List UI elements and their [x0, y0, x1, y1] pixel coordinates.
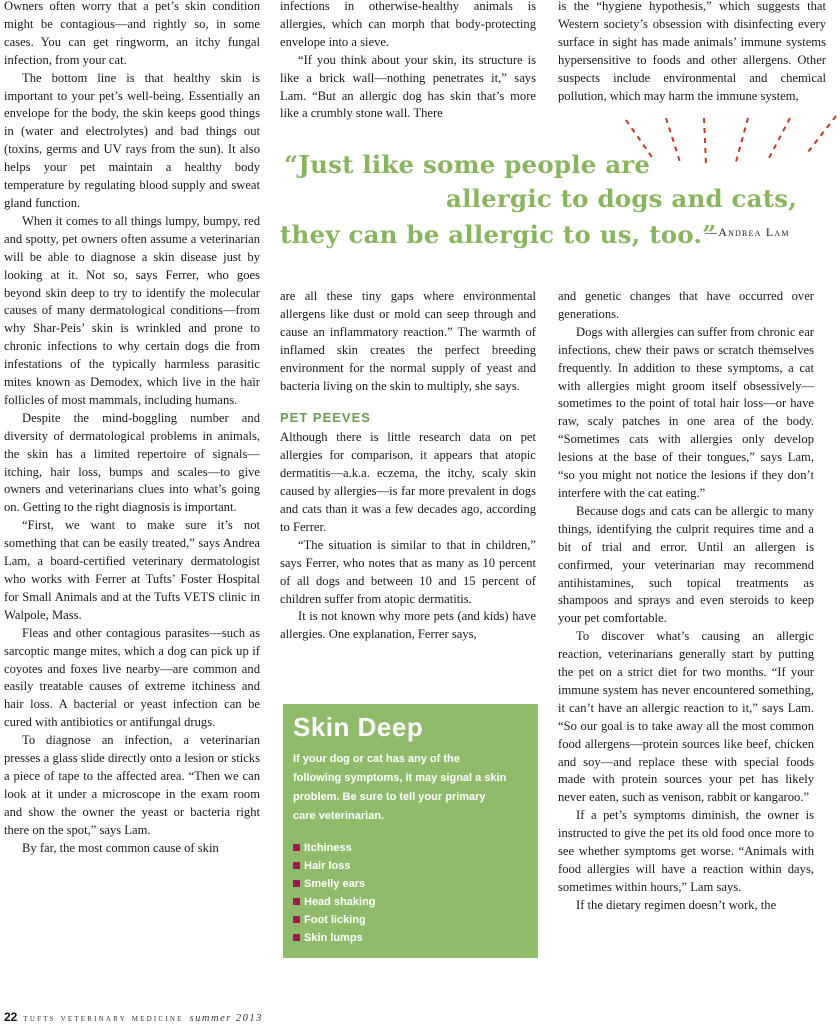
symptom-label: Itchiness — [304, 842, 352, 854]
symptom-item — [293, 911, 376, 929]
issue-label: summer 2013 — [189, 1013, 263, 1024]
article-column-1 — [4, 0, 260, 858]
symptom-item — [293, 857, 376, 875]
article-column-2 — [280, 288, 536, 644]
paragraph: Owners often worry that a pet’s skin condition might be contagious—and rightly so, in some cases. You can get ringworm, an itchy fungal infection, from your cat. — [4, 0, 260, 67]
square-bullet-icon — [293, 916, 300, 923]
paragraph: Dogs with allergies can suffer from chronic ear infections, chew their paws or scratch themselves frequently. In addition to these symptoms, a cat with allergies might groom itself obsessively—sometimes to the point of total hair loss—or have raw, scaly patches in one area of the body. “Sometimes cats with allergies only develop lesions at the base of their tongues,” says Lam, “so you might not notice the lesions if they don’t interfere with the cat eating.” — [558, 324, 814, 500]
paragraph: Although there is little research data on pet allergies for comparison, it appears that atopic dermatitis—a.k.a. eczema, the itchy, scaly skin caused by allergies—is far more prevalent in dogs and cats than it was a few decades ago, according to Ferrer. — [280, 430, 536, 534]
paragraph: To discover what’s causing an allergic reaction, veterinarians generally start by putting the pet on a strict diet for two months. “If your immune system has never encountered something, it can’t have an allergic reaction to it,” says Lam. “So our goal is to take away all the most common food allergens—protein sources like beef, chicken and soy—and replace these with special foods made with protein sources your pet has likely never eaten, such as venison, rabbit or kangaroo.” — [558, 629, 814, 805]
square-bullet-icon — [293, 844, 300, 851]
page-footer — [4, 1010, 263, 1024]
paragraph: It is not known why more pets (and kids) have allergies. One explanation, Ferrer says, — [280, 609, 536, 642]
symptom-item — [293, 929, 376, 947]
symptom-label: Hair loss — [304, 860, 351, 872]
paragraph: is the “hygiene hypothesis,” which suggests that Western society’s obsession with disinfecting every surface in sight has made animals’ immune systems hypersensitive to foods and other allergens. Other suspects include environmental and chemical pollution, which may harm the immune system, — [558, 0, 826, 103]
square-bullet-icon — [293, 880, 300, 887]
paragraph: If a pet’s symptoms diminish, the owner is instructed to give the pet its old food once more to see whether symptoms get worse. “Animals with food allergies will have a reaction within days, sometimes within hours,” Lam says. — [558, 808, 814, 894]
paragraph: Fleas and other contagious parasites—such as sarcoptic mange mites, which a dog can pick up if coyotes and foxes live nearby—are common and easily treatable causes of extreme itchiness and hair loss. A bacterial or yeast infection can be cured with antibiotics or antifungal drugs. — [4, 625, 260, 730]
pull-quote — [280, 142, 836, 262]
paragraph: infections in otherwise-healthy animals is allergies, which can morph that body-protecting envelope into a sieve. — [280, 0, 536, 49]
pull-quote-line: they can be allergic to us, too.” — [280, 220, 717, 249]
paragraph: To diagnose an infection, a veterinarian presses a glass slide directly onto a lesion or sticks a piece of tape to the affected area. “Then we can look at it under a microscope in the exam room and show the owner the yeast or bacteria right there on the spot,” says Lam. — [4, 733, 260, 837]
symptom-label: Foot licking — [304, 914, 366, 926]
paragraph: If the dietary regimen doesn’t work, the — [576, 897, 777, 912]
paragraph: are all these tiny gaps where environmental allergens like dust or mold can seep through and cause an inflammatory reaction.” The warmth of inflamed skin creates the perfect breeding environment for the normal supply of yeast and bacteria living on the skin to multiply, she says. — [280, 289, 536, 393]
page-number: 22 — [4, 1010, 18, 1024]
skin-deep-sidebar — [283, 704, 538, 958]
symptom-label: Head shaking — [304, 896, 376, 908]
paragraph: “The situation is similar to that in children,” says Ferrer, who notes that as many as 10 percent of all dogs and between 10 and 15 percent of children suffer from atopic dermatitis. — [280, 537, 536, 606]
symptom-item — [293, 839, 376, 857]
section-heading: PET PEEVES — [280, 410, 371, 426]
article-column-3-top — [558, 0, 826, 105]
symptom-label: Skin lumps — [304, 932, 363, 944]
pull-quote-attribution: —Andrea Lam — [705, 225, 790, 239]
article-column-2-top — [280, 0, 536, 123]
article-column-3 — [558, 288, 814, 915]
sidebar-intro: If your dog or cat has any of the following symptoms, it may signal a skin problem. Be sure to tell your primary care veterinarian. — [293, 753, 507, 822]
paragraph: “If you think about your skin, its structure is like a brick wall—nothing penetrates it,” says Lam. “But an allergic dog has skin that’s more like a crumbly stone wall. There — [280, 52, 536, 121]
paragraph: and genetic changes that have occurred over generations. — [558, 289, 814, 321]
symptom-item — [293, 893, 376, 911]
paragraph: When it comes to all things lumpy, bumpy, red and spotty, pet owners often assume a veterinarian will be able to diagnose a skin disease just by looking at it. Not so, says Ferrer, who goes beyond skin deep to try to identify the molecular causes of many dermatological conditions—from why Shar-Peis’ skin is wrinkled and prone to chronic infections to why certain dogs die from infestations of the typically harmless parasitic mites known as Demodex, which live in the hair follicles of most mammals, including humans. — [4, 213, 260, 407]
sidebar-title: Skin Deep — [293, 712, 424, 742]
square-bullet-icon — [293, 898, 300, 905]
symptom-label: Smelly ears — [304, 878, 366, 890]
symptom-list — [293, 839, 376, 947]
paragraph: By far, the most common cause of skin — [22, 840, 219, 855]
pull-quote-line: “Just like some people are — [284, 150, 651, 179]
paragraph: The bottom line is that healthy skin is important to your pet’s well-being. Essentially an envelope for the body, the skin keeps good things in (water and electrolytes) and bad things out (toxins, germs and UV rays from the sun). It also helps your pet maintain a healthy body temperature by regulating blood supply and sweat gland function. — [4, 70, 260, 210]
pull-quote-line: allergic to dogs and cats, — [446, 184, 797, 213]
paragraph: Because dogs and cats can be allergic to many things, identifying the culprit requires time and a bit of trial and error. Until an allergen is confirmed, your veterinarian may recommend antihistamines, such topical treatments as shampoos and sprays and even steroids to keep your pet comfortable. — [558, 503, 814, 626]
paragraph: Despite the mind-boggling number and diversity of dermatological problems in animals, the skin has a limited repertoire of signals—itching, hair loss, bumps and scales—to give owners and veterinarians clues into what’s going on. Getting to the right diagnosis is important. — [4, 410, 260, 515]
square-bullet-icon — [293, 934, 300, 941]
paragraph: “First, we want to make sure it’s not something that can be easily treated,” says Andrea Lam, a board-certified veterinary dermatologist who works with Ferrer at Tufts’ Foster Hospital for Small Animals and at the Tufts VETS clinic in Walpole, Mass. — [4, 518, 260, 622]
publication-name: tufts veterinary medicine — [23, 1013, 184, 1024]
square-bullet-icon — [293, 862, 300, 869]
symptom-item — [293, 875, 376, 893]
